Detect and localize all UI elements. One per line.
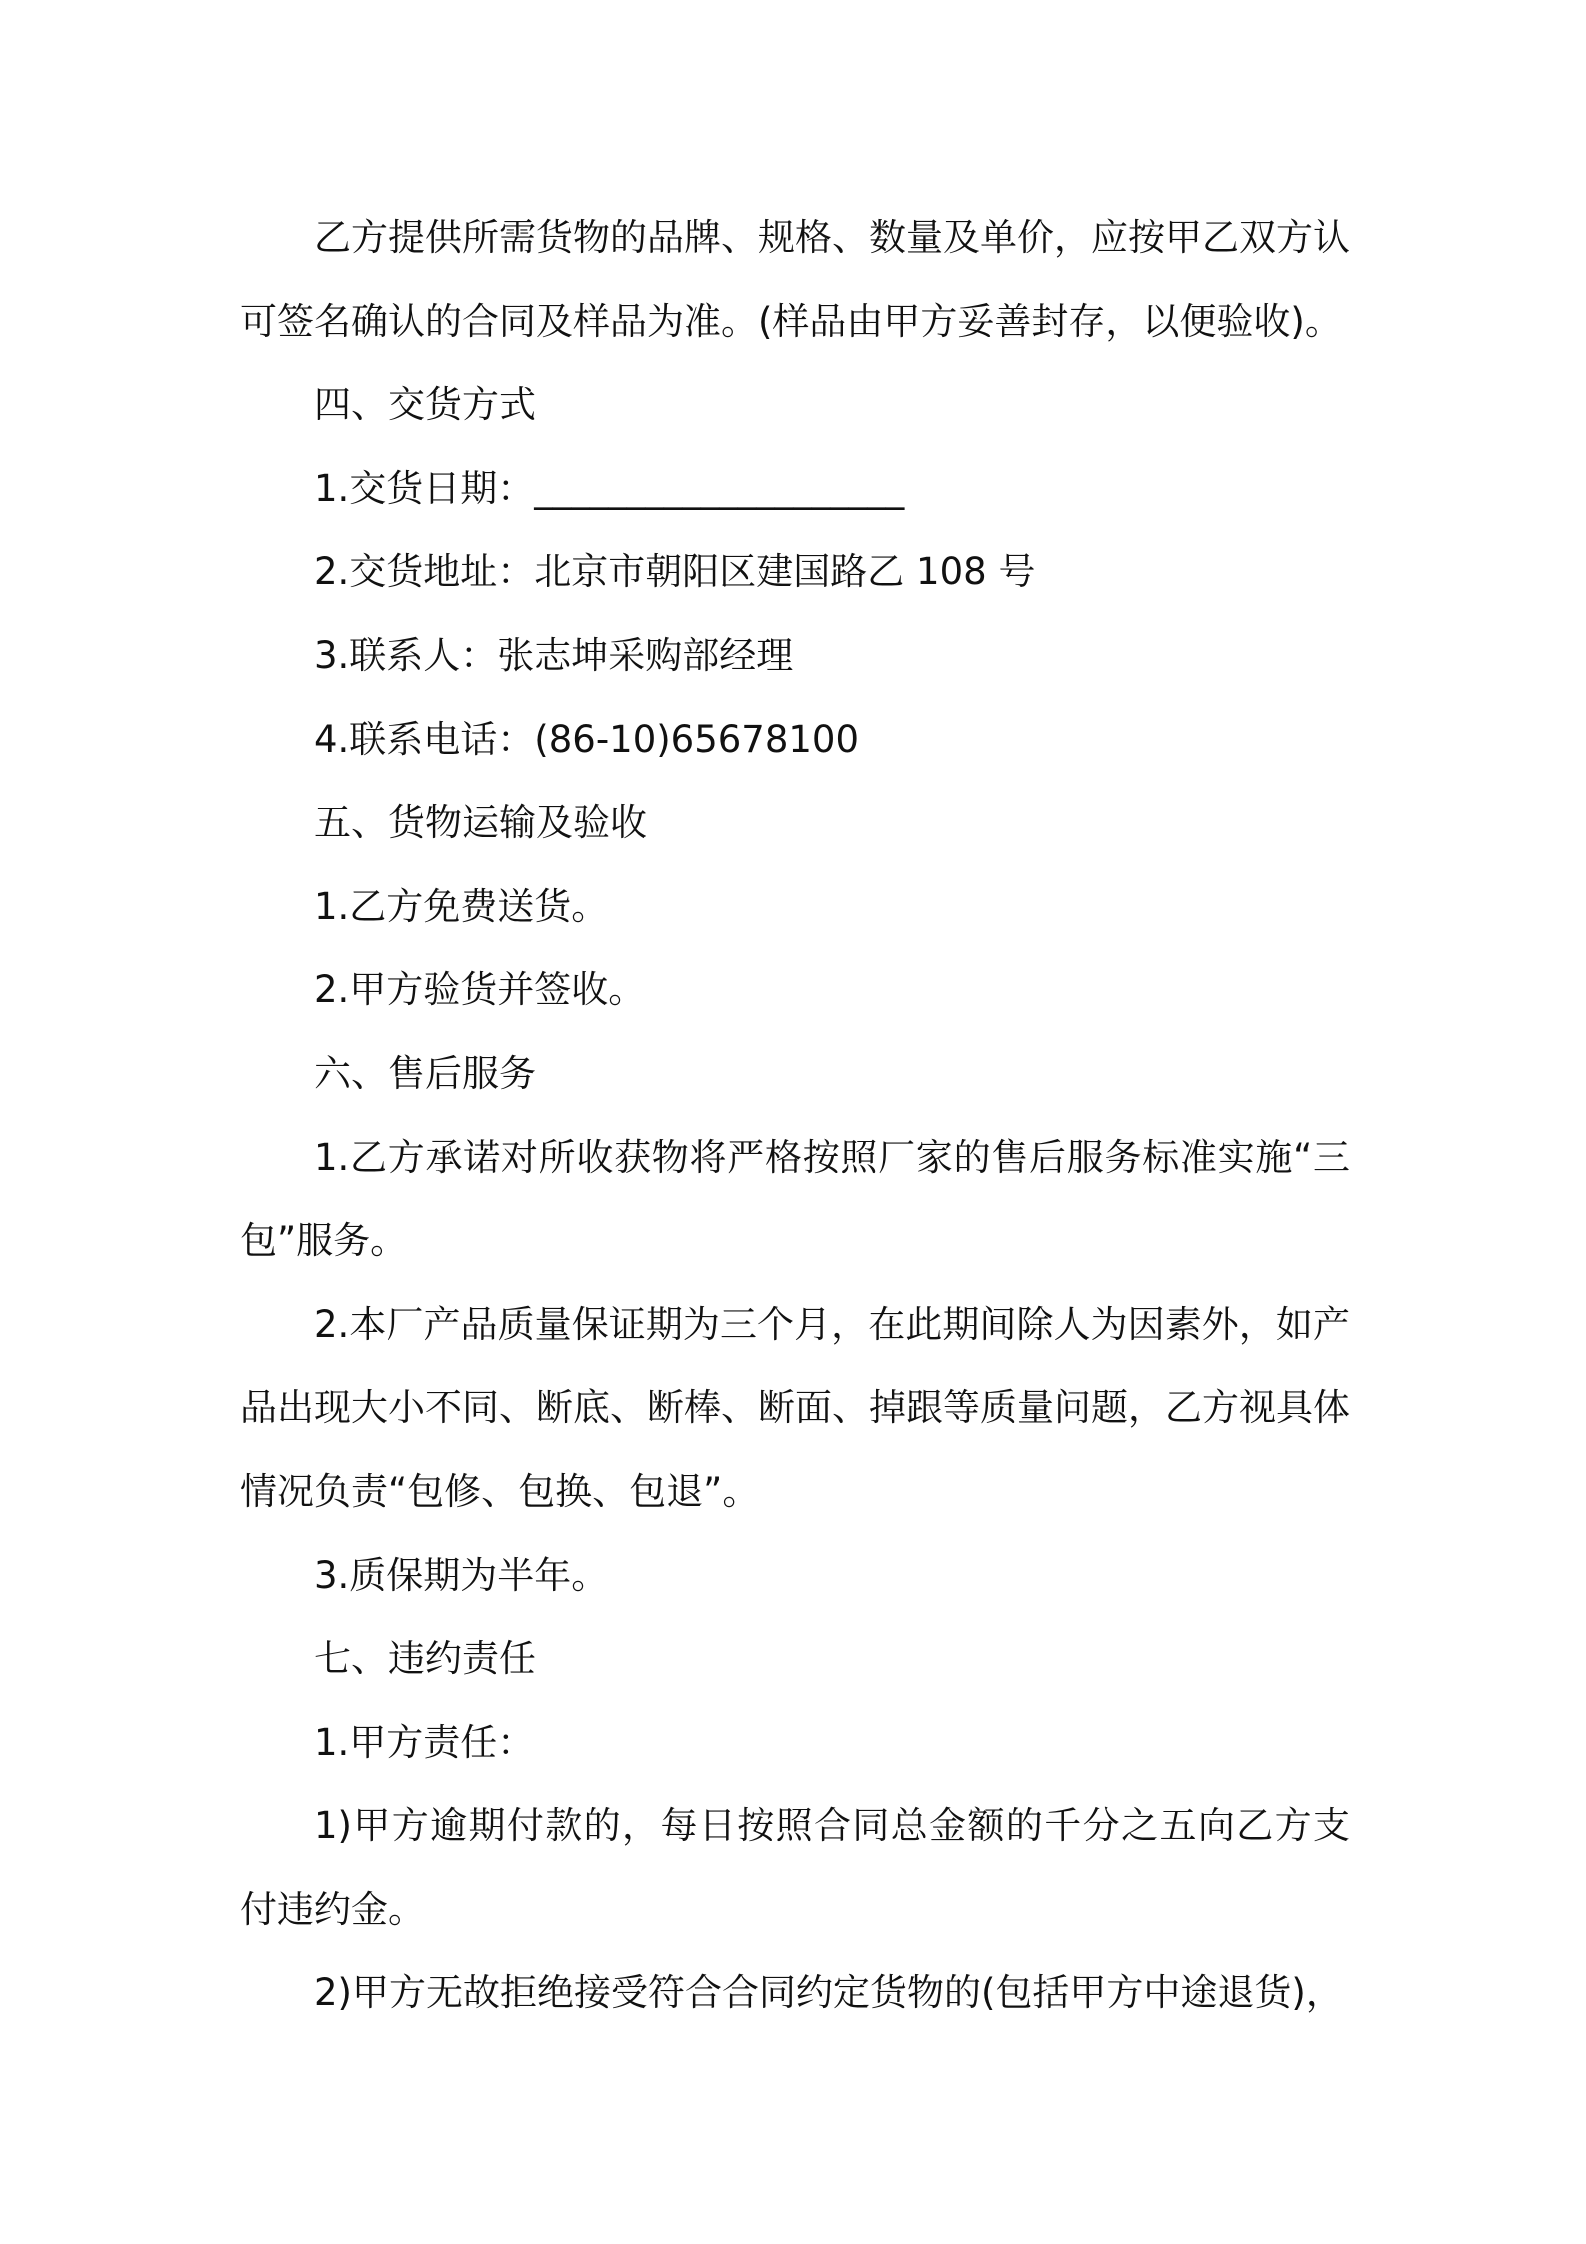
transport-item-2: 2.甲方验货并签收。 <box>314 968 646 1012</box>
party-a-liability-title: 1.甲方责任： <box>314 1720 535 1764</box>
section-heading-delivery: 四、交货方式 <box>314 383 536 427</box>
paragraph-goods-spec: 乙方提供所需货物的品牌、规格、数量及单价，应按甲乙双方认可签名确认的合同及样品为准。(样品由甲方妥善封存，以便验收)。 <box>240 216 1350 343</box>
transport-item-1: 1.乙方免费送货。 <box>314 884 609 928</box>
after-sales-item-1: 1.乙方承诺对所收获物将严格按照厂家的售后服务标准实施“三包”服务。 <box>240 1135 1350 1263</box>
liability-item-2: 2)甲方无故拒绝接受符合合同约定货物的(包括甲方中途退货)， <box>314 1971 1343 2015</box>
contact-phone: 4.联系电话：(86-10)65678100 <box>314 717 860 761</box>
section-heading-liability: 七、违约责任 <box>314 1637 536 1681</box>
delivery-address: 2.交货地址：北京市朝阳区建国路乙 108 号 <box>314 550 1036 594</box>
section-heading-after-sales: 六、售后服务 <box>314 1051 536 1095</box>
delivery-date: 1.交货日期：____________________ <box>314 466 905 510</box>
after-sales-item-2: 2.本厂产品质量保证期为三个月，在此期间除人为因素外，如产品出现大小不同、断底、断棒、断面、掉跟等质量问题，乙方视具体情况负责“包修、包换、包退”。 <box>240 1302 1350 1513</box>
section-heading-transport: 五、货物运输及验收 <box>314 801 647 845</box>
liability-item-1: 1)甲方逾期付款的，每日按照合同总金额的千分之五向乙方支付违约金。 <box>240 1804 1350 1931</box>
document-page <box>240 196 1350 2035</box>
after-sales-item-3: 3.质保期为半年。 <box>314 1553 609 1597</box>
contact-person: 3.联系人：张志坤采购部经理 <box>314 633 794 677</box>
